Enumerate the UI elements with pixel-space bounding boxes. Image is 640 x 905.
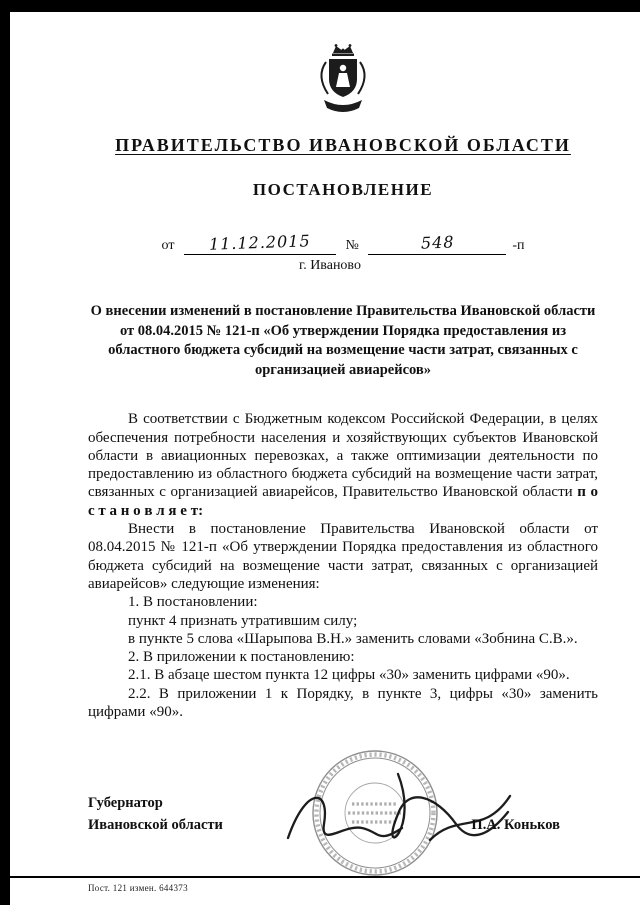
body-paragraph — [88, 410, 598, 520]
signatory-position-line2: Ивановской области — [88, 817, 223, 834]
coat-of-arms-icon — [312, 42, 374, 114]
paragraph-text: 2.1. В абзаце шестом пункта 12 цифры «30» заменить цифрами «90». — [128, 667, 570, 684]
number-suffix: -п — [512, 238, 525, 253]
document-content — [10, 12, 640, 721]
handwritten-date: 11.12.2015 — [208, 231, 312, 254]
signatory-position — [88, 792, 223, 837]
handwritten-number: 548 — [420, 232, 455, 253]
date-underline — [184, 231, 336, 255]
coat-of-arms-emblem — [88, 42, 598, 119]
paragraph-text: 1. В постановлении: — [128, 594, 258, 611]
body-paragraph — [88, 666, 598, 684]
date-number-line — [88, 231, 598, 255]
city-line: г. Иваново — [299, 258, 361, 273]
paragraph-text: Внести в постановление Правительства Ивановской области от 08.04.2015 № 121-п «Об утверждении Порядка предоставления из областного бюджета субсидий на возмещение части затрат, связанных с организацией авиарейсов» следующие изменения: — [88, 521, 598, 592]
body-paragraphs — [88, 410, 598, 721]
scan-border-left — [0, 0, 10, 905]
body-paragraph — [88, 520, 598, 593]
document-type: ПОСТАНОВЛЕНИЕ — [252, 180, 434, 199]
body-paragraph — [88, 685, 598, 722]
body-paragraph — [88, 630, 598, 648]
signatory-name: П.А. Коньков — [471, 817, 560, 834]
paragraph-text: 2. В приложении к постановлению: — [128, 649, 355, 666]
scan-border-top — [0, 0, 640, 12]
number-sign: № — [345, 238, 359, 253]
signature-block — [88, 792, 560, 837]
paragraph-text: 2.2. В приложении 1 к Порядку, в пункте 3, цифры «30» заменить цифрами «90». — [88, 685, 598, 720]
date-prefix: от — [161, 238, 175, 253]
document-title: О внесении изменений в постановление Правительства Ивановской области от 08.04.2015 № 121-п «Об утверждении Порядка предоставления из областного бюджета субсидий на возмещение части затрат, связанных с организацией авиарейсов» — [90, 303, 596, 378]
footer-note: Пост. 121 измен. 644373 — [88, 883, 188, 893]
body-paragraph — [88, 612, 598, 630]
paragraph-text: В соответствии с Бюджетным кодексом Российской Федерации, в целях обеспечения потребности населения и хозяйствующих субъектов Ивановской области в авиационных перевозках, а также оптимизации деятельности по предоставлению из областного бюджета субсидий на возмещение части затрат, связанных с организацией авиарейсов, Правительство Ивановской области — [88, 411, 598, 501]
paragraph-text: п о с т а н о в л я е т: — [88, 484, 598, 519]
paragraph-text: пункт 4 признать утратившим силу; — [128, 612, 358, 629]
signatory-position-line1: Губернатор — [88, 795, 163, 811]
body-paragraph — [88, 593, 598, 611]
number-underline — [368, 234, 506, 255]
body-paragraph — [88, 648, 598, 666]
org-name: ПРАВИТЕЛЬСТВО ИВАНОВСКОЙ ОБЛАСТИ — [115, 135, 571, 155]
paragraph-text: в пункте 5 слова «Шарыпова В.Н.» заменить словами «Зобнина С.В.». — [128, 630, 578, 647]
